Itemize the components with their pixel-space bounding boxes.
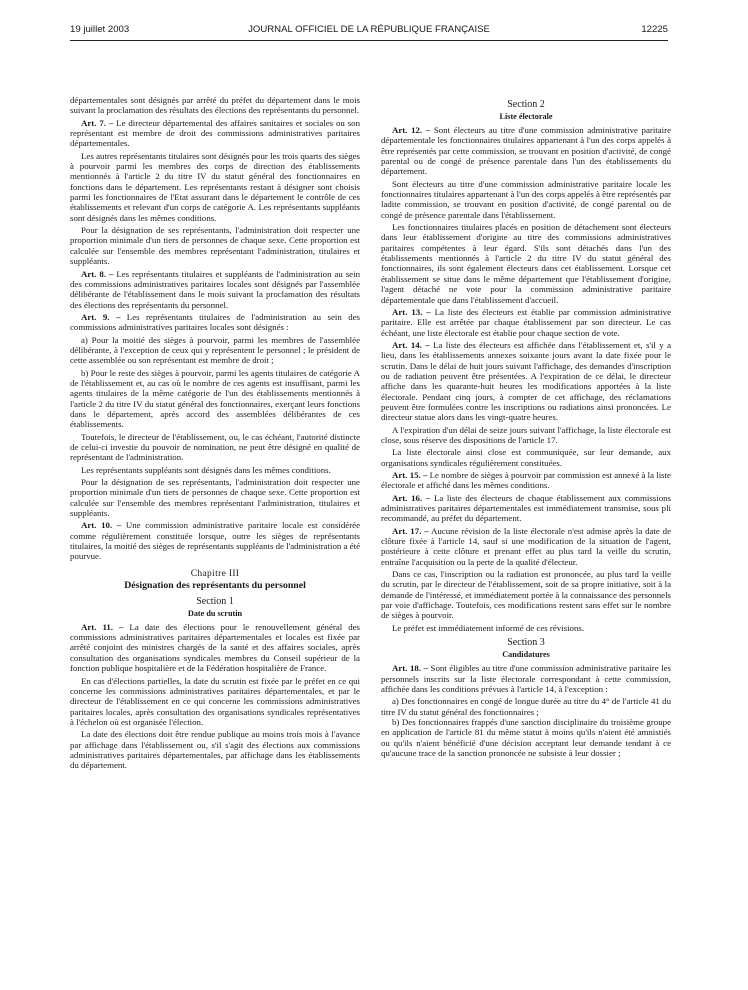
paragraph-text: Pour la désignation de ses représentants, l'administration doit respecter une proportion minimale d'un tiers de personnes de chaque sexe. Cette proportion est calculée sur l'ensemble des membres représentant l'administration, titulaires et suppléants.: [70, 477, 360, 519]
page-number: 12225: [641, 24, 668, 35]
article-number: Art. 10. –: [81, 520, 122, 531]
section-heading: Section 2: [507, 99, 545, 110]
paragraph: [70, 335, 360, 366]
article-number: Art. 13. –: [392, 306, 431, 317]
paragraph: [70, 151, 360, 223]
paragraph: [381, 623, 671, 633]
article-number: Art. 7. –: [81, 117, 114, 128]
issue-date: 19 juillet 2003: [70, 24, 130, 35]
paragraph-text: Le préfet est immédiatement informé de ces révisions.: [392, 622, 585, 633]
paragraph: [381, 425, 671, 446]
paragraph: [381, 447, 671, 468]
paragraph-text: Les autres représentants titulaires sont désignés pour les trois quarts des sièges à pourvoir parmi les membres des corps de direction des établissements mentionnés à l'article 2 du titre IV du statut général des fonctionnaires en fonctions dans le département. Les représentants restant à désigner sont choisis parmi les fonctionnaires de l'Etat assurant dans le département le contrôle de ces établissements et relevant d'un corps de catégorie A. Les représentants suppléants sont désignés dans les mêmes conditions.: [70, 150, 360, 223]
section-subheading: Candidatures: [502, 650, 550, 660]
paragraph: [70, 465, 360, 475]
paragraph-text: La date des élections pour le renouvellement général des commissions administratives paritaires départementales et locales est fixée par arrêté conjoint des ministres chargés de la santé et des affaires sociales, après consultation des organisations syndicales membres du Conseil supérieur de la fonction publique hospitalière et de la Fédération hospitalière de France.: [70, 621, 360, 674]
article-paragraph: [381, 663, 671, 694]
paragraph-text: Les représentants titulaires et suppléants de l'administration au sein des commissions administratives paritaires locales sont désignés par l'assemblée délibérante de l'établissement dans le mois suivant la proclamation des résultats des élections des représentants du personnel.: [70, 268, 360, 310]
paragraph-text: Sont électeurs au titre d'une commission administrative paritaire locale les fonctionnaires titulaires appartenant à l'un des corps appelés à être représentés par ladite commission, se trouvant en position d'activité, de congé parental ou de congé de présence parentale dans l'établissement.: [381, 178, 671, 220]
chapter-heading: Chapitre III: [190, 567, 240, 579]
page-header: [70, 24, 668, 38]
paragraph-text: Les représentants titulaires de l'administration au sein des commissions administratives paritaires locales sont désignés :: [70, 311, 360, 333]
chapter-title: Désignation des représentants du personnel: [124, 579, 306, 591]
article-number: Art. 16. –: [392, 492, 431, 503]
paragraph-text: La liste des électeurs de chaque établissement aux commissions administratives paritaires départementales est immédiatement transmise, sous pli recommandé, au préfet du département.: [381, 492, 671, 524]
article-paragraph: [381, 470, 671, 491]
paragraph-text: Pour la désignation de ses représentants, l'administration doit respecter une proportion minimale d'un tiers de personnes de chaque sexe. Cette proportion est calculée sur l'ensemble des membres représentant l'administration, titulaires et suppléants.: [70, 225, 360, 267]
article-number: Art. 12. –: [392, 125, 431, 135]
paragraph-text: Dans ce cas, l'inscription ou la radiation est prononcée, au plus tard la veille du scrutin, par le directeur de l'établissement, soit de sa propre initiative, soit à la demande de l'intéressé, et immédiatement portée à la connaissance des personnels par voie d'affichage. Toutefois, ces modifications restent sans effet sur le nombre de sièges à pourvoir.: [381, 569, 671, 621]
section-heading: Section 3: [507, 637, 545, 649]
article-paragraph: [70, 520, 360, 561]
paragraph: [70, 368, 360, 430]
paragraph: [381, 717, 671, 758]
article-paragraph: [70, 312, 360, 333]
paragraph-text: Sont éligibles au titre d'une commission administrative paritaire les personnels inscrits sur la liste électorale correspondant à cette commission, affichée dans les conditions prévues à l'article 14, à l'exception :: [381, 663, 671, 694]
article-number: Art. 11. –: [81, 621, 124, 632]
paragraph-text: a) Des fonctionnaires en congé de longue durée au titre du 4° de l'article 41 du titre IV du statut général des fonctionnaires ;: [381, 696, 671, 717]
paragraph-text: b) Pour le reste des sièges à pourvoir, parmi les agents titulaires de catégorie A de l'établissement et, au cas où le nombre de ces agents est insuffisant, parmi les agents titulaires de la même catégorie de l'un des établissements mentionnés à l'article 2 du titre IV du statut général des fonctionnaires, exerçant leurs fonctions dans le département, après accord des assemblées délibérantes de ces établissements.: [70, 367, 360, 430]
article-paragraph: [381, 125, 671, 177]
paragraph-text: La liste électorale ainsi close est communiquée, sur leur demande, aux organisations syndicales régulièrement constituées.: [381, 447, 671, 468]
paragraph-text: La liste des électeurs est affichée dans l'établissement et, s'il y a lieu, dans les établissements annexes soixante jours avant la date fixée pour le scrutin. Dans le délai de huit jours suivant l'affichage, des demandes d'inscription ou de radiation peuvent être présentées. A l'expiration de ce délai, le directeur affiche dans les quarante-huit heures les modifications apportées à la liste électorale. Pendant cinq jours, à compter de cet affichage, des réclamations peuvent être formulées contre les inscriptions ou radiations ainsi prononcées. Le directeur statue alors dans les vingt-quatre heures.: [381, 339, 671, 423]
paragraph-text: A l'expiration d'un délai de seize jours suivant l'affichage, la liste électorale est close, sous réserve des dispositions de l'article 17.: [381, 424, 671, 445]
paragraph-text: b) Des fonctionnaires frappés d'une sanction disciplinaire du troisième groupe en application de l'article 81 du même statut à moins qu'ils n'aient été amnistiés ou qu'ils n'aient bénéficié d'une décision acceptant leur demande tendant à ce qu'aucune trace de la sanction prononcée ne subsiste à leur dossier ;: [381, 716, 671, 758]
paragraph-text: Les représentants suppléants sont désignés dans les mêmes conditions.: [81, 464, 331, 475]
paragraph: [381, 569, 671, 621]
article-paragraph: [70, 622, 360, 674]
paragraph-text: Sont électeurs au titre d'une commission administrative paritaire départementale les fonctionnaires titulaires appartenant à l'un des corps appelés à être représentés par cette commission, se trouvant en position d'activité, de congé parental ou de congé de présence parentale dans l'un des établissements du département.: [381, 125, 671, 177]
paragraph-text: Une commission administrative paritaire locale est considérée comme régulièrement constituée lorsque, outre les sièges de représentants titulaires, la moitié des sièges de représentants suppléants de l'administration a été pourvue.: [70, 520, 360, 562]
article-paragraph: [381, 493, 671, 524]
paragraph: [70, 95, 360, 116]
paragraph-text: Les fonctionnaires titulaires placés en position de détachement sont électeurs dans leur établissement d'origine au titre des commissions administratives paritaires compétentes à leur égard. S'ils sont détachés dans l'un des établissements mentionnés à l'article 2 du titre IV du statut général des fonctionnaires, ils sont également électeurs dans cet établissement. Lorsque cet établissement se situe dans le même département que l'établissement d'origine, l'agent détaché ne vote pour la commission administrative paritaire départementale que dans l'établissement d'accueil.: [381, 222, 671, 305]
section-heading: Section 1: [196, 595, 234, 607]
article-number: Art. 17. –: [392, 525, 429, 536]
article-number: Art. 15. –: [392, 470, 428, 480]
article-paragraph: [381, 307, 671, 338]
paragraph-text: Aucune révision de la liste électorale n'est admise après la date de clôture fixée à l'article 14, sauf si une modification de la situation de l'agent, postérieure à cette clôture et prenant effet au plus tard la veille du scrutin, entraîne l'acquisition ou la perte de la qualité d'électeur.: [381, 525, 671, 567]
article-number: Art. 14. –: [392, 339, 430, 350]
article-paragraph: [70, 269, 360, 310]
section-subheading: Date du scrutin: [187, 608, 243, 618]
header-rule: [70, 40, 668, 41]
paragraph: [381, 222, 671, 305]
article-number: Art. 9. –: [81, 311, 121, 322]
paragraph-text: La date des élections doit être rendue publique au moins trois mois à l'avance par affichage dans l'établissement ou, s'il s'agit des élections aux commissions administratives paritaires départementales, par affichage dans les établissements du département.: [70, 729, 360, 771]
paragraph: [70, 477, 360, 518]
left-column: [70, 95, 360, 773]
section-subheading: Liste électorale: [499, 112, 553, 121]
paragraph: [70, 432, 360, 463]
article-number: Art. 8. –: [81, 268, 114, 279]
paragraph: [381, 696, 671, 717]
paragraph-text: a) Pour la moitié des sièges à pourvoir, parmi les membres de l'assemblée délibérante, à l'exception de ceux qui y représentent le personnel ; le président de cette assemblée ou son représentant est membre de droit ;: [70, 334, 360, 366]
paragraph-text: Toutefois, le directeur de l'établissement, ou, le cas échéant, l'autorité distincte de celui-ci investie du pouvoir de nomination, ne peut être désigné en qualité de représentant de l'administration.: [70, 431, 360, 463]
paragraph: [70, 729, 360, 770]
paragraph-text: La liste des électeurs est établie par commission administrative paritaire. Elle est arrêtée par chaque établissement par son directeur. Le cas échéant, une liste électorale est établie pour chaque section de vote.: [381, 306, 671, 338]
journal-title: JOURNAL OFFICIEL DE LA RÉPUBLIQUE FRANÇAISE: [248, 24, 490, 35]
paragraph: [70, 676, 360, 728]
paragraph: [70, 225, 360, 266]
article-number: Art. 18. –: [392, 663, 429, 674]
paragraph-text: En cas d'élections partielles, la date du scrutin est fixée par le préfet en ce qui concerne les commissions administratives paritaires départementales, et par le directeur de l'établissement en ce qui concerne les commissions administratives paritaires locales, après consultation des organisations syndicales représentatives à l'échelon où est organisée l'élection.: [70, 675, 360, 727]
article-paragraph: [381, 526, 671, 567]
article-paragraph: [70, 118, 360, 149]
paragraph: [381, 179, 671, 220]
paragraph-text: Le directeur départemental des affaires sanitaires et sociales ou son représentant est membre de droit des commissions administratives paritaires départementales.: [70, 117, 360, 149]
article-paragraph: [381, 340, 671, 423]
paragraph-text: Le nombre de sièges à pourvoir par commission est annexé à la liste électorale et affiché dans les mêmes conditions.: [381, 470, 671, 491]
right-column: [381, 95, 671, 760]
paragraph-text: départementales sont désignés par arrêté du préfet du département dans le mois suivant la proclamation des résultats des élections des représentants du personnel.: [70, 95, 360, 116]
